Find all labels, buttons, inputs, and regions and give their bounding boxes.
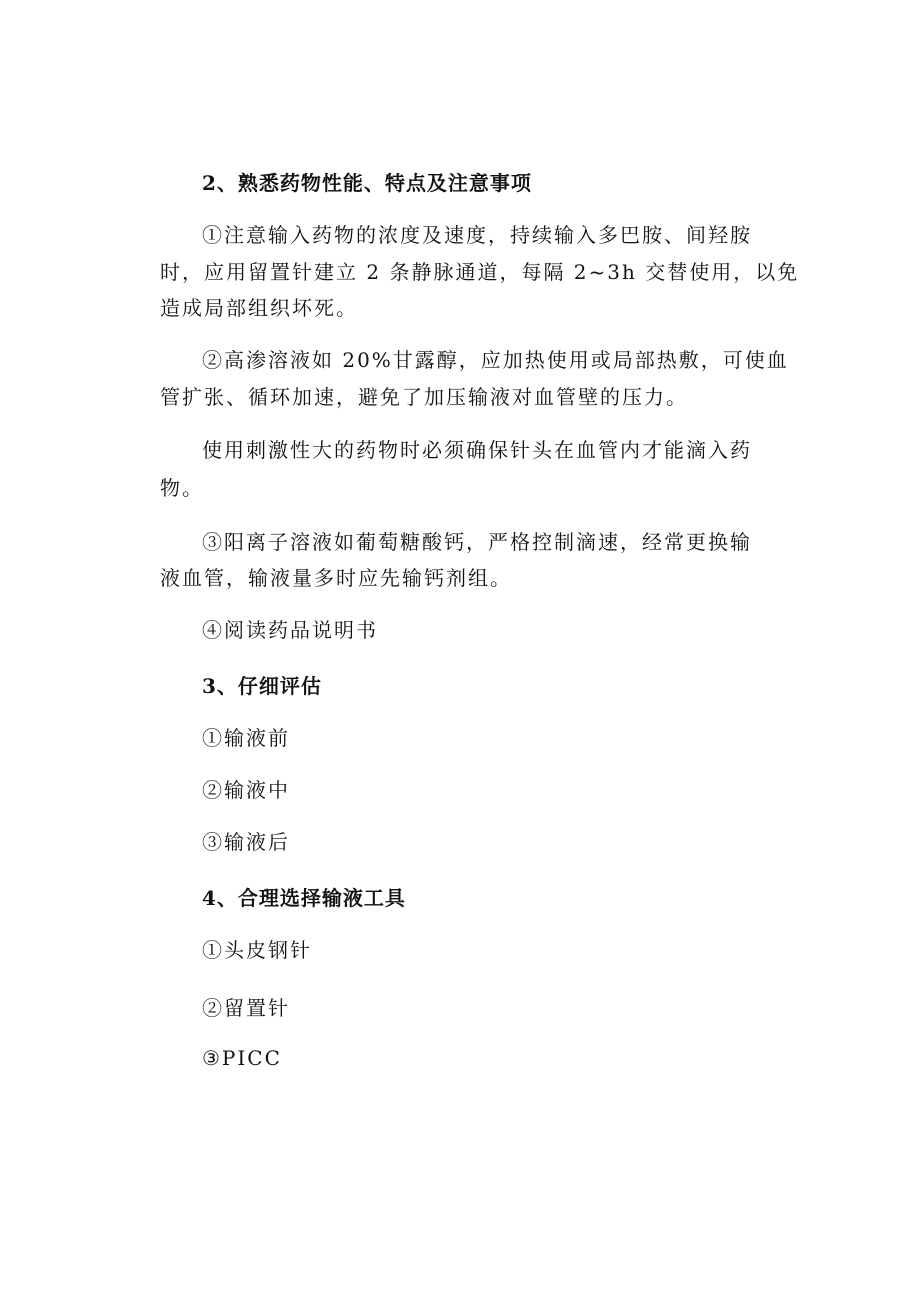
list-item: ②留置针 <box>202 996 290 1020</box>
section-heading: 2、熟悉药物性能、特点及注意事项 <box>202 171 532 195</box>
paragraph-line: 管扩张、循环加速，避免了加压输液对血管壁的压力。 <box>160 385 688 409</box>
paragraph-line: ②高渗溶液如 20%甘露醇，应加热使用或局部热敷，可使血 <box>202 348 789 372</box>
paragraph-line: ③阳离子溶液如葡萄糖酸钙，严格控制滴速，经常更换输 <box>202 530 752 554</box>
section-heading: 4、合理选择输液工具 <box>202 886 406 910</box>
paragraph-line: 时，应用留置针建立 2 条静脉通道，每隔 2~3h 交替使用，以免 <box>160 260 800 284</box>
paragraph-line: 造成局部组织坏死。 <box>160 296 358 320</box>
section-heading: 3、仔细评估 <box>202 674 322 698</box>
paragraph-line: 使用刺激性大的药物时必须确保针头在血管内才能滴入药 <box>202 438 752 462</box>
paragraph-line: ④阅读药品说明书 <box>202 618 378 642</box>
paragraph-line: 物。 <box>160 476 204 500</box>
list-item: ③输液后 <box>202 830 290 854</box>
paragraph-line: 液血管，输液量多时应先输钙剂组。 <box>160 566 512 590</box>
list-item: ③PICC <box>202 1046 282 1070</box>
list-item: ②输液中 <box>202 778 290 802</box>
list-item: ①输液前 <box>202 726 290 750</box>
list-item: ①头皮钢针 <box>202 938 312 962</box>
paragraph-line: ①注意输入药物的浓度及速度，持续输入多巴胺、间羟胺 <box>202 223 752 247</box>
